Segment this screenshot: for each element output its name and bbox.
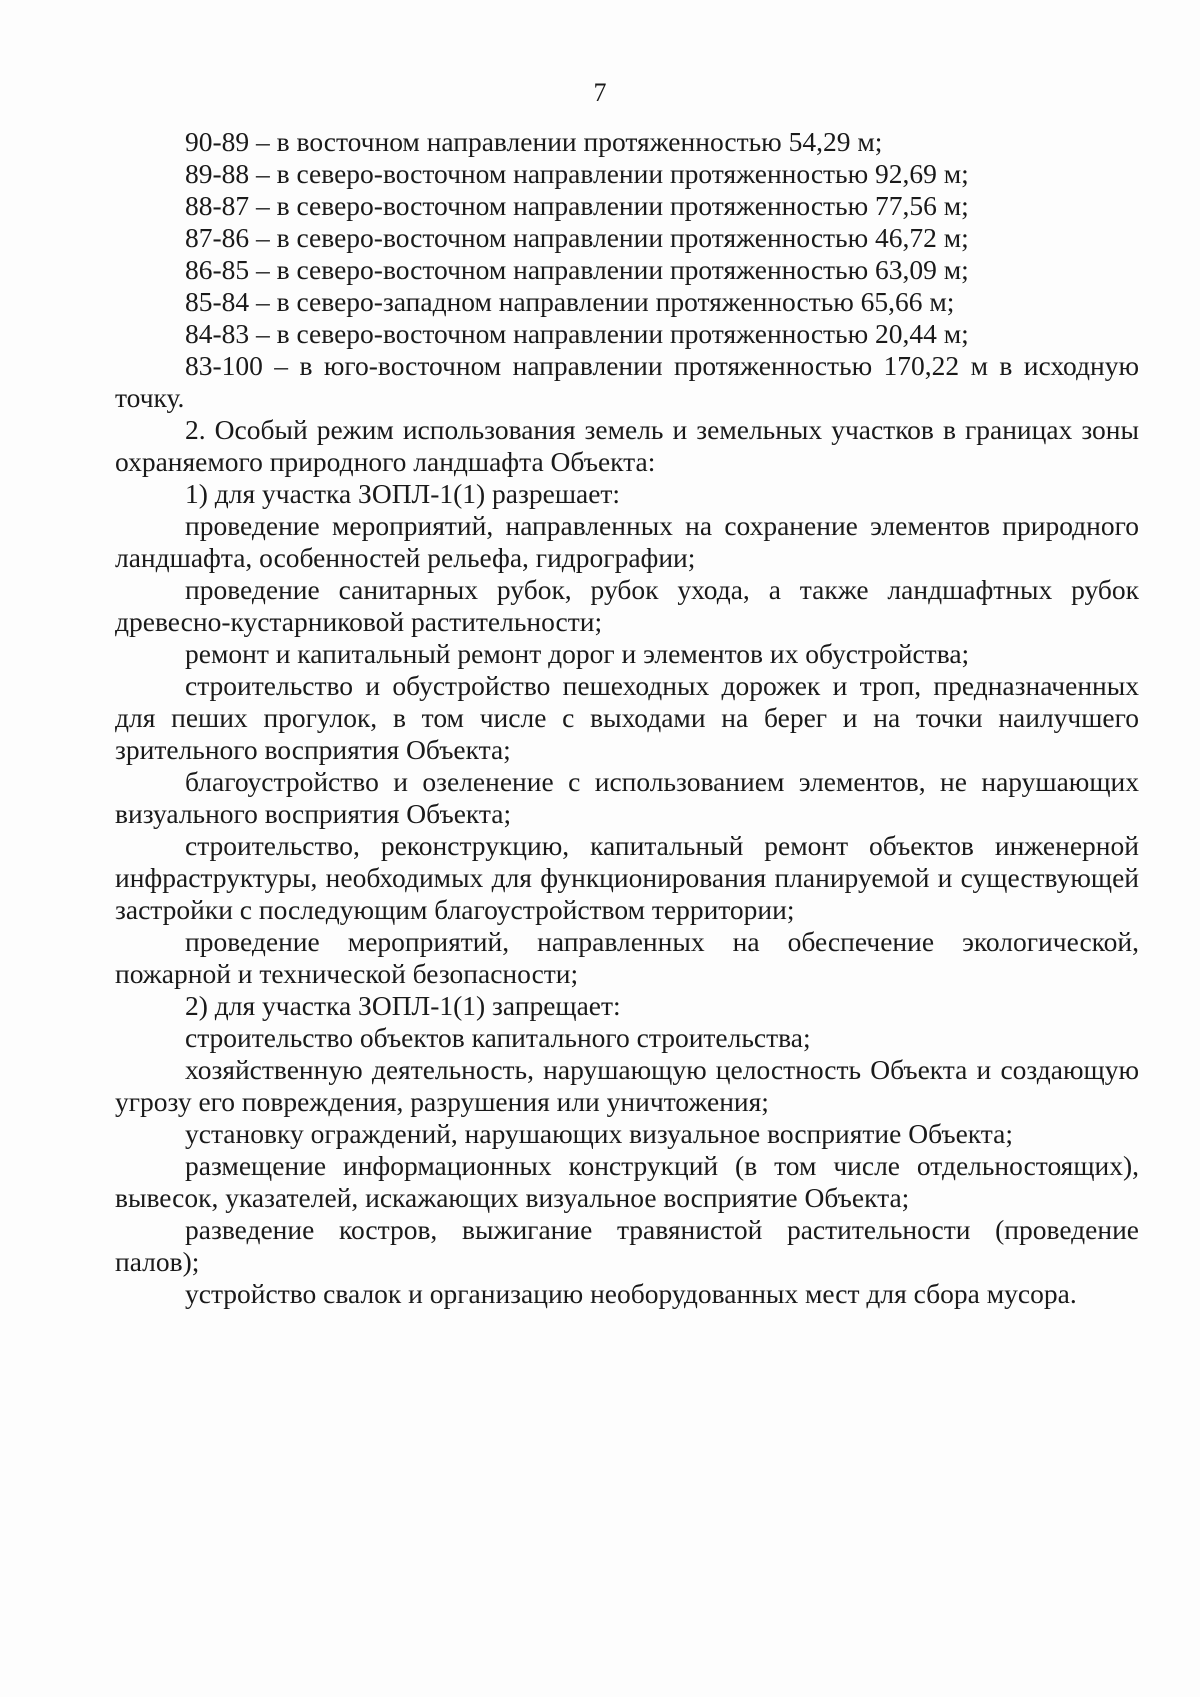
prohibit-item: устройство свалок и организацию необорудованных мест для сбора мусора. (185, 1278, 1077, 1309)
page-number: 7 (593, 78, 607, 107)
boundary-segment: 84-83 – в северо-восточном направлении протяженностью 20,44 м; (185, 318, 969, 349)
permit-item: строительство и обустройство пешеходных дорожек и троп, предназначенных для пеших прогулок, в том числе с выходами на берег и на точки наилучшего зрительного восприятия Объекта; (115, 670, 1139, 765)
document-body (115, 126, 1139, 1310)
boundary-segment: 89-88 – в северо-восточном направлении протяженностью 92,69 м; (185, 158, 969, 189)
boundary-segment: 87-86 – в северо-восточном направлении протяженностью 46,72 м; (185, 222, 969, 253)
boundary-segment-final: 83-100 – в юго-восточном направлении протяженностью 170,22 м в исходную точку. (115, 350, 1139, 413)
boundary-segment: 86-85 – в северо-восточном направлении протяженностью 63,09 м; (185, 254, 969, 285)
prohibit-item: разведение костров, выжигание травянистой растительности (проведение палов); (115, 1214, 1139, 1277)
permit-item: благоустройство и озеленение с использованием элементов, не нарушающих визуального восприятия Объекта; (115, 766, 1139, 829)
prohibit-item: хозяйственную деятельность, нарушающую целостность Объекта и создающую угрозу его повреждения, разрушения или уничтожения; (115, 1054, 1139, 1117)
boundary-segment: 90-89 – в восточном направлении протяженностью 54,29 м; (185, 126, 883, 157)
permit-item: проведение мероприятий, направленных на сохранение элементов природного ландшафта, особенностей рельефа, гидрографии; (115, 510, 1139, 573)
prohibit-item: размещение информационных конструкций (в том числе отдельностоящих), вывесок, указателей, искажающих визуальное восприятие Объекта; (115, 1150, 1139, 1213)
permits-heading: 1) для участка ЗОПЛ-1(1) разрешает: (185, 478, 621, 509)
boundary-segment: 85-84 – в северо-западном направлении протяженностью 65,66 м; (185, 286, 955, 317)
permit-item: проведение мероприятий, направленных на обеспечение экологической, пожарной и технической безопасности; (115, 926, 1139, 989)
permit-item: строительство, реконструкцию, капитальный ремонт объектов инженерной инфраструктуры, необходимых для функционирования планируемой и существующей застройки с последующим благоустройством территории; (115, 830, 1139, 925)
prohibits-heading: 2) для участка ЗОПЛ-1(1) запрещает: (185, 990, 621, 1021)
boundary-segment: 88-87 – в северо-восточном направлении протяженностью 77,56 м; (185, 190, 969, 221)
permit-item: ремонт и капитальный ремонт дорог и элементов их обустройства; (185, 638, 970, 669)
permit-item: проведение санитарных рубок, рубок ухода, а также ландшафтных рубок древесно-кустарниковой растительности; (115, 574, 1139, 637)
prohibit-item: установку ограждений, нарушающих визуальное восприятие Объекта; (185, 1118, 1013, 1149)
prohibit-item: строительство объектов капитального строительства; (185, 1022, 811, 1053)
section-2-heading: 2. Особый режим использования земель и земельных участков в границах зоны охраняемого природного ландшафта Объекта: (115, 414, 1139, 477)
